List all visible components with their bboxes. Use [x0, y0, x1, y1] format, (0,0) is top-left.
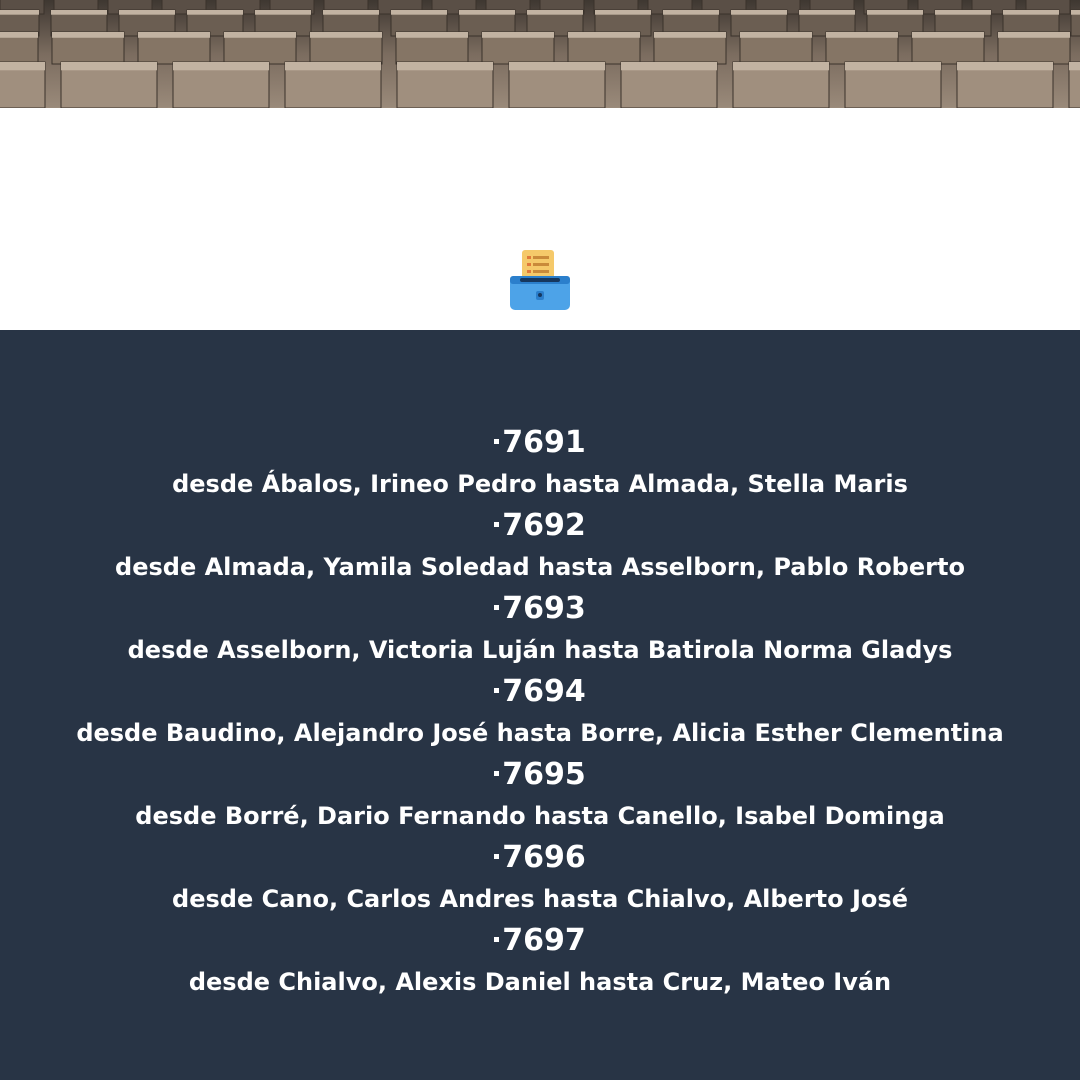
- ballot-box-lid: [998, 32, 1070, 38]
- mesa-number-text: 7695: [502, 757, 586, 792]
- bullet-dot: [494, 439, 499, 444]
- ballot-box-lid: [733, 62, 829, 70]
- ballot-boxes-photo: [0, 0, 1080, 108]
- ballot-box-lid: [310, 32, 382, 38]
- ballot-box-lid: [255, 10, 311, 15]
- mesas-list: [0, 422, 1080, 1003]
- mesa-number: [0, 588, 1080, 630]
- ballot-box-lid: [1071, 10, 1080, 15]
- bullet-dot: [494, 854, 499, 859]
- ballot-box-icon: [508, 248, 572, 312]
- ballot-box-lid: [0, 32, 38, 38]
- ballot-box-lid: [61, 62, 157, 70]
- mesa-number: [0, 671, 1080, 713]
- mesa-item: [0, 588, 1080, 671]
- ballot-box-lid: [799, 10, 855, 15]
- mesa-item: [0, 920, 1080, 1003]
- ballot-box-lid: [397, 62, 493, 70]
- ballot-box-lid: [654, 32, 726, 38]
- ballot-boxes-illustration: [0, 0, 1080, 108]
- mesa-number-text: 7691: [502, 425, 586, 460]
- ballot-box-lid: [51, 10, 107, 15]
- ballot-box-lid: [482, 32, 554, 38]
- header: [0, 108, 1080, 330]
- mesa-range: desde Baudino, Alejandro José hasta Borre, Alicia Esther Clementina: [76, 719, 1004, 747]
- ballot-box-lid: [867, 10, 923, 15]
- mesa-item: [0, 671, 1080, 754]
- mesa-item: [0, 754, 1080, 837]
- ballot-box-lid: [935, 10, 991, 15]
- bullet-dot: [494, 771, 499, 776]
- mesa-item: [0, 505, 1080, 588]
- ballot-box-lid: [323, 10, 379, 15]
- ballot-box-lid: [845, 62, 941, 70]
- bullet-dot: [494, 937, 499, 942]
- mesa-number-text: 7694: [502, 674, 586, 709]
- ballot-box-lid: [459, 10, 515, 15]
- mesa-number-text: 7692: [502, 508, 586, 543]
- ballot-box-lid: [138, 32, 210, 38]
- ballot-box-lid: [731, 10, 787, 15]
- mesa-number: [0, 920, 1080, 962]
- bullet-dot: [494, 605, 499, 610]
- ballot-box-lid: [52, 32, 124, 38]
- mesa-range: desde Ábalos, Irineo Pedro hasta Almada, Stella Maris: [172, 470, 908, 498]
- bullet-dot: [494, 522, 499, 527]
- ballot-box-lid: [621, 62, 717, 70]
- mesa-number-text: 7697: [502, 923, 586, 958]
- ballot-box-lid: [509, 62, 605, 70]
- ballot-box-lid: [826, 32, 898, 38]
- mesa-range: desde Chialvo, Alexis Daniel hasta Cruz, Mateo Iván: [188, 968, 892, 996]
- ballot-box-lid: [740, 32, 812, 38]
- mesa-range: desde Borré, Dario Fernando hasta Canello, Isabel Dominga: [135, 802, 945, 830]
- mesa-range: desde Almada, Yamila Soledad hasta Asselborn, Pablo Roberto: [115, 553, 965, 581]
- mesa-number: [0, 505, 1080, 547]
- ballot-box-lid: [595, 10, 651, 15]
- ballot-box-lid: [187, 10, 243, 15]
- mesa-item: [0, 422, 1080, 505]
- ballot-box-lid: [285, 62, 381, 70]
- ballot-box-lid: [396, 32, 468, 38]
- mesa-number: [0, 754, 1080, 796]
- mesa-range: desde Asselborn, Victoria Luján hasta Batirola Norma Gladys: [127, 636, 953, 664]
- ballot-box-lid: [0, 10, 39, 15]
- ballot-box-lid: [1003, 10, 1059, 15]
- mesa-range: desde Cano, Carlos Andres hasta Chialvo, Alberto José: [172, 885, 908, 913]
- mesa-number-text: 7696: [502, 840, 586, 875]
- ballot-box-lid: [912, 32, 984, 38]
- ballot-box-lid: [1069, 62, 1080, 70]
- ballot-box-lid: [0, 62, 45, 70]
- ballot-box-lid: [119, 10, 175, 15]
- mesa-item: [0, 837, 1080, 920]
- bullet-dot: [494, 688, 499, 693]
- ballot-box-lid: [173, 62, 269, 70]
- mesas-panel: [0, 330, 1080, 1080]
- ballot-box-lid: [957, 62, 1053, 70]
- ballot-box-lid: [568, 32, 640, 38]
- ballot-box-lid: [391, 10, 447, 15]
- ballot-box-lid: [663, 10, 719, 15]
- mesa-number-text: 7693: [502, 591, 586, 626]
- ballot-box-lid: [224, 32, 296, 38]
- ballot-box-lid: [527, 10, 583, 15]
- mesa-number: [0, 422, 1080, 464]
- mesa-number: [0, 837, 1080, 879]
